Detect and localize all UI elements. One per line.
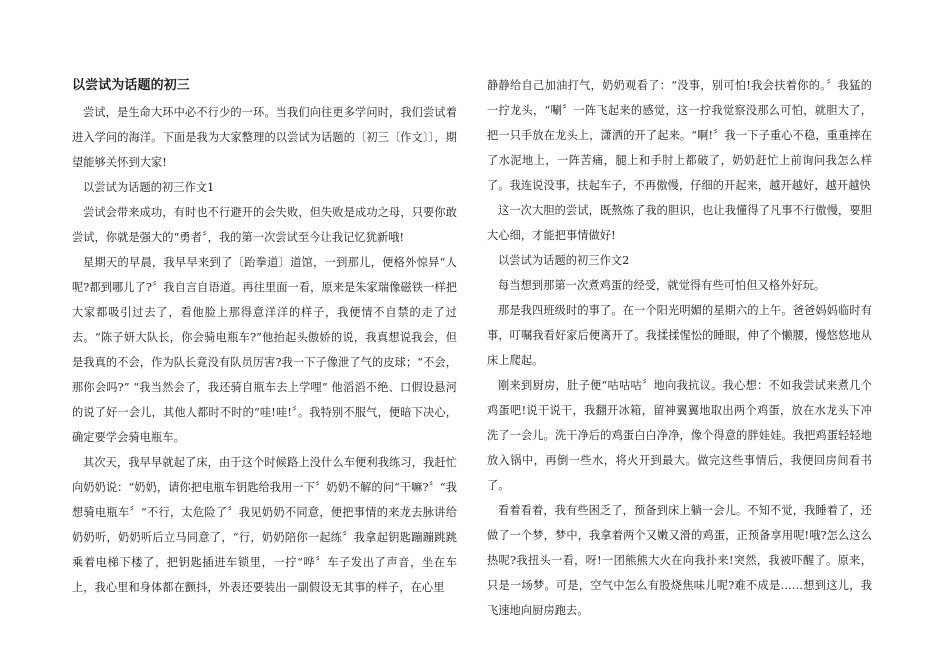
essay-1-paragraph-2: 星期天的早晨，我早早来到了〔跆拳道〕道馆，一到那儿，便格外惊异“人呢?都到哪儿了?〞我自言自语道。再往里面一看，原来是朱家瑞像磁铁一样把大家都吸引过去了，看他脸上那得意洋洋的样子，我便情不自禁的走了过去。“陈子妍大队长，你会骑电瓶车?”他抬起头傲娇的说，我真想说我会，但是我真的不会，作为队长竟没有队员厉害?我一下子像泄了气的皮球；“不会，那你会吗?” “我当然会了，我还骑自瓶车去上学哩” 他滔滔不绝、口假设悬河的说了好一会儿，其他人都时不时的“哇!哇!〞。我特别不服气，便暗下决心，确定要学会骑电瓶车。 xyxy=(72,256,457,444)
essay-1-paragraph-3-continued: 静静给自己加油打气，奶奶观看了：“没事，别可怕!我会扶着你的。〞我猛的一拧龙头，“唰〞一阵飞起来的感觉，这一拧我觉察没那么可怕，就胆大了，把一只手放在龙头上，潇洒的开了起来。“啊!〞我一下子重心不稳，重重摔在了水泥地上，一阵苦痛，腿上和手肘上都破了，奶奶赶忙上前询问我怎么样了。我连说没事，扶起车子，不再傲慢，仔细的开起来，越开越好，越开越快 xyxy=(487,79,872,192)
essay-1-paragraph-3: 其次天，我早早就起了床，由于这个时候路上没什么车便利我练习，我赶忙向奶奶说：“奶奶，请你把电瓶车钥匙给我用一下〞奶奶不解的问“干嘛?〞“我想骑电瓶车〞“不行，太危险了〞我见奶奶不同意，便把事情的来龙去脉讲给奶奶听，奶奶听后立马同意了，“行，奶奶陪你一起练〞我拿起钥匙蹦蹦跳跳乘着电梯下楼了，把钥匙插进车锁里，一拧“哗〞车子发出了声音，坐在车上，我心里和身体都在颤抖，外表还要装出一副假设无其事的样子，在心里 xyxy=(72,456,457,594)
essay-1-paragraph-4: 这一次大胆的尝试，既熬炼了我的胆识，也让我懂得了凡事不行傲慢，要胆大心细，才能把事情做好! xyxy=(487,204,872,242)
essay-2-paragraph-2: 那是我四班级时的事了。在一个阳光明媚的星期六的上午。爸爸妈妈临时有事，叮嘱我看好家后便离开了。我揉揉惺忪的睡眼，伸了个懒腰，慢悠悠地从床上爬起。 xyxy=(487,304,872,367)
document-title: 以尝试为话题的初三 xyxy=(72,78,190,93)
left-column xyxy=(72,74,457,600)
essay-2-heading: 以尝试为话题的初三作文2 xyxy=(498,254,630,267)
intro-paragraph: 尝试，是生命大环中必不行少的一环。当我们向往更多学问时，我们尝试着进入学问的海洋。下面是我为大家整理的以尝试为话题的〔初三〔作文〕〕，期望能够关怀到大家! xyxy=(72,106,457,169)
essay-2-paragraph-1: 每当想到那第一次煮鸡蛋的经受，就觉得有些可怕但又格外好玩。 xyxy=(498,279,826,292)
essay-2-paragraph-4: 看着看着，我有些困乏了，预备到床上躺一会儿。不知不觉，我睡着了，还做了一个梦，梦中，我拿着两个又嫩又滑的鸡蛋，正预备享用呢!哦?怎么这么热呢?我扭头一看，呀!一团熊熊大火在向我扑来!突然，我被吓醒了。原来，只是一场梦。可是，空气中怎么有股烧焦味儿呢?难不成是……想到这儿，我飞速地向厨房跑去。 xyxy=(487,504,872,617)
essay-1-paragraph-1: 尝试会带来成功，有时也不行避开的会失败，但失败是成功之母，只要你敢尝试，你就是强大的“勇者〞，我的第一次尝试至今让我记忆犹新哦! xyxy=(72,206,457,244)
right-column xyxy=(487,73,872,623)
essay-1-heading: 以尝试为话题的初三作文1 xyxy=(83,181,215,194)
essay-2-paragraph-3: 刚来到厨房，肚子便“咕咕咕〞地向我抗议。我心想：不如我尝试来煮几个鸡蛋吧!说干说干，我翻开冰箱，留神翼翼地取出两个鸡蛋，放在水龙头下冲洗了一会儿。洗干净后的鸡蛋白白净净，像个得意的胖娃娃。我把鸡蛋轻轻地放入锅中，再倒一些水，将火开到最大。做完这些事情后，我便回房间看书了。 xyxy=(487,379,872,492)
